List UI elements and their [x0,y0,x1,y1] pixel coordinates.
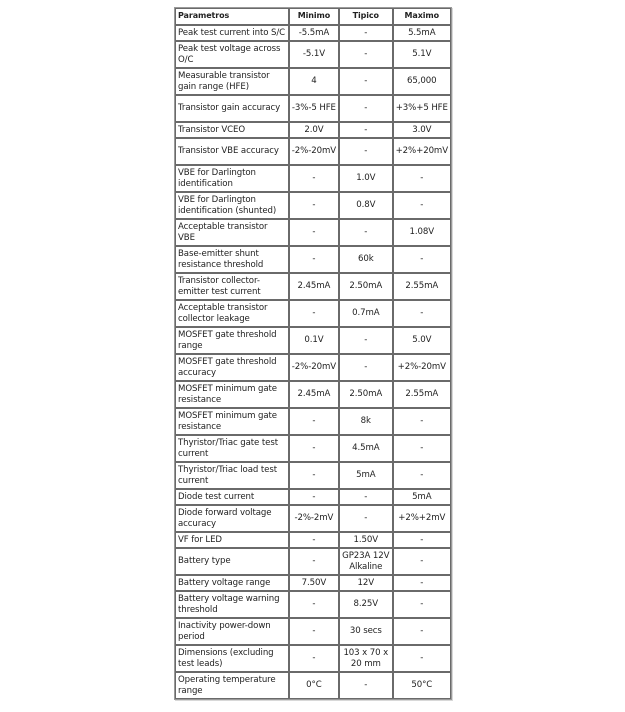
min-cell: 0.1V [289,327,339,354]
table-row [175,505,451,532]
typ-cell: 8.25V [339,591,393,618]
typ-cell: 2.50mA [339,273,393,300]
param-cell: Battery voltage warning threshold [175,591,289,618]
param-cell: VF for LED [175,532,289,548]
max-cell: - [393,408,451,435]
param-cell: MOSFET gate threshold accuracy [175,354,289,381]
max-cell: +2%+2mV [393,505,451,532]
max-cell: - [393,246,451,273]
max-cell: 1.08V [393,219,451,246]
param-cell: Dimensions (excluding test leads) [175,645,289,672]
max-cell: - [393,462,451,489]
table-row [175,435,451,462]
min-cell: 4 [289,68,339,95]
max-cell: 5mA [393,489,451,505]
min-cell: - [289,489,339,505]
typ-cell: 4.5mA [339,435,393,462]
table-row [175,95,451,122]
typ-cell: - [339,122,393,138]
param-cell: Acceptable transistor collector leakage [175,300,289,327]
min-cell: -2%-20mV [289,354,339,381]
typ-cell: 2.50mA [339,381,393,408]
table-row [175,548,451,575]
param-cell: VBE for Darlington identification (shunted) [175,192,289,219]
typ-cell: GP23A 12V Alkaline [339,548,393,575]
table-row [175,219,451,246]
param-cell: Operating temperature range [175,672,289,699]
table-row [175,618,451,645]
min-cell: - [289,462,339,489]
min-cell: - [289,591,339,618]
table-row [175,575,451,591]
typ-cell: - [339,505,393,532]
param-cell: Peak test voltage across O/C [175,41,289,68]
min-cell: 2.0V [289,122,339,138]
min-cell: - [289,548,339,575]
max-cell: - [393,192,451,219]
typ-cell: 60k [339,246,393,273]
table-row [175,300,451,327]
param-cell: Thyristor/Triac load test current [175,462,289,489]
min-cell: -2%-20mV [289,138,339,165]
typ-cell: - [339,41,393,68]
table-header-row [175,8,451,25]
typ-cell: 1.50V [339,532,393,548]
min-cell: -5.5mA [289,25,339,41]
typ-cell: 5mA [339,462,393,489]
typ-cell: 1.0V [339,165,393,192]
max-cell: 2.55mA [393,381,451,408]
max-cell: +2%-20mV [393,354,451,381]
table-row [175,41,451,68]
min-cell: -5.1V [289,41,339,68]
param-cell: Transistor gain accuracy [175,95,289,122]
param-cell: MOSFET minimum gate resistance [175,408,289,435]
typ-cell: - [339,219,393,246]
header-maximo: Maximo [393,8,451,25]
min-cell: - [289,532,339,548]
param-cell: Inactivity power-down period [175,618,289,645]
typ-cell: - [339,672,393,699]
max-cell: 2.55mA [393,273,451,300]
max-cell: 5.0V [393,327,451,354]
typ-cell: - [339,327,393,354]
typ-cell: - [339,68,393,95]
typ-cell: 0.8V [339,192,393,219]
max-cell: 50°C [393,672,451,699]
table-row [175,408,451,435]
param-cell: Acceptable transistor VBE [175,219,289,246]
header-parametros: Parametros [175,8,289,25]
param-cell: Diode test current [175,489,289,505]
header-tipico: Tipico [339,8,393,25]
table-row [175,462,451,489]
table-row [175,672,451,699]
typ-cell: 0.7mA [339,300,393,327]
table-row [175,25,451,41]
table-row [175,645,451,672]
min-cell: 2.45mA [289,273,339,300]
min-cell: - [289,192,339,219]
specifications-table [174,7,452,700]
min-cell: 0°C [289,672,339,699]
header-minimo: Minimo [289,8,339,25]
min-cell: - [289,645,339,672]
typ-cell: 103 x 70 x 20 mm [339,645,393,672]
param-cell: Transistor VCEO [175,122,289,138]
max-cell: 5.5mA [393,25,451,41]
param-cell: Battery type [175,548,289,575]
table-row [175,122,451,138]
param-cell: Diode forward voltage accuracy [175,505,289,532]
param-cell: Transistor VBE accuracy [175,138,289,165]
max-cell: +3%+5 HFE [393,95,451,122]
max-cell: - [393,300,451,327]
table-row [175,68,451,95]
param-cell: VBE for Darlington identification [175,165,289,192]
table-body [175,25,451,699]
min-cell: -3%-5 HFE [289,95,339,122]
table-row [175,532,451,548]
min-cell: - [289,408,339,435]
param-cell: Peak test current into S/C [175,25,289,41]
table-row [175,138,451,165]
typ-cell: 12V [339,575,393,591]
table-row [175,381,451,408]
typ-cell: - [339,489,393,505]
table-row [175,165,451,192]
typ-cell: - [339,95,393,122]
table-row [175,354,451,381]
min-cell: - [289,246,339,273]
typ-cell: - [339,138,393,165]
min-cell: - [289,435,339,462]
max-cell: - [393,548,451,575]
max-cell: 65,000 [393,68,451,95]
min-cell: - [289,219,339,246]
min-cell: - [289,300,339,327]
table-row [175,489,451,505]
table-row [175,273,451,300]
min-cell: 7.50V [289,575,339,591]
max-cell: +2%+20mV [393,138,451,165]
max-cell: - [393,165,451,192]
typ-cell: 8k [339,408,393,435]
min-cell: - [289,618,339,645]
typ-cell: - [339,25,393,41]
param-cell: Battery voltage range [175,575,289,591]
max-cell: 3.0V [393,122,451,138]
typ-cell: 30 secs [339,618,393,645]
param-cell: Base-emitter shunt resistance threshold [175,246,289,273]
min-cell: -2%-2mV [289,505,339,532]
param-cell: Transistor collector-emitter test current [175,273,289,300]
table-row [175,327,451,354]
table-row [175,192,451,219]
min-cell: 2.45mA [289,381,339,408]
max-cell: - [393,435,451,462]
param-cell: MOSFET minimum gate resistance [175,381,289,408]
max-cell: - [393,618,451,645]
param-cell: Measurable transistor gain range (HFE) [175,68,289,95]
typ-cell: - [339,354,393,381]
max-cell: - [393,645,451,672]
max-cell: - [393,532,451,548]
param-cell: MOSFET gate threshold range [175,327,289,354]
min-cell: - [289,165,339,192]
max-cell: - [393,591,451,618]
param-cell: Thyristor/Triac gate test current [175,435,289,462]
table-row [175,591,451,618]
max-cell: - [393,575,451,591]
table-row [175,246,451,273]
max-cell: 5.1V [393,41,451,68]
